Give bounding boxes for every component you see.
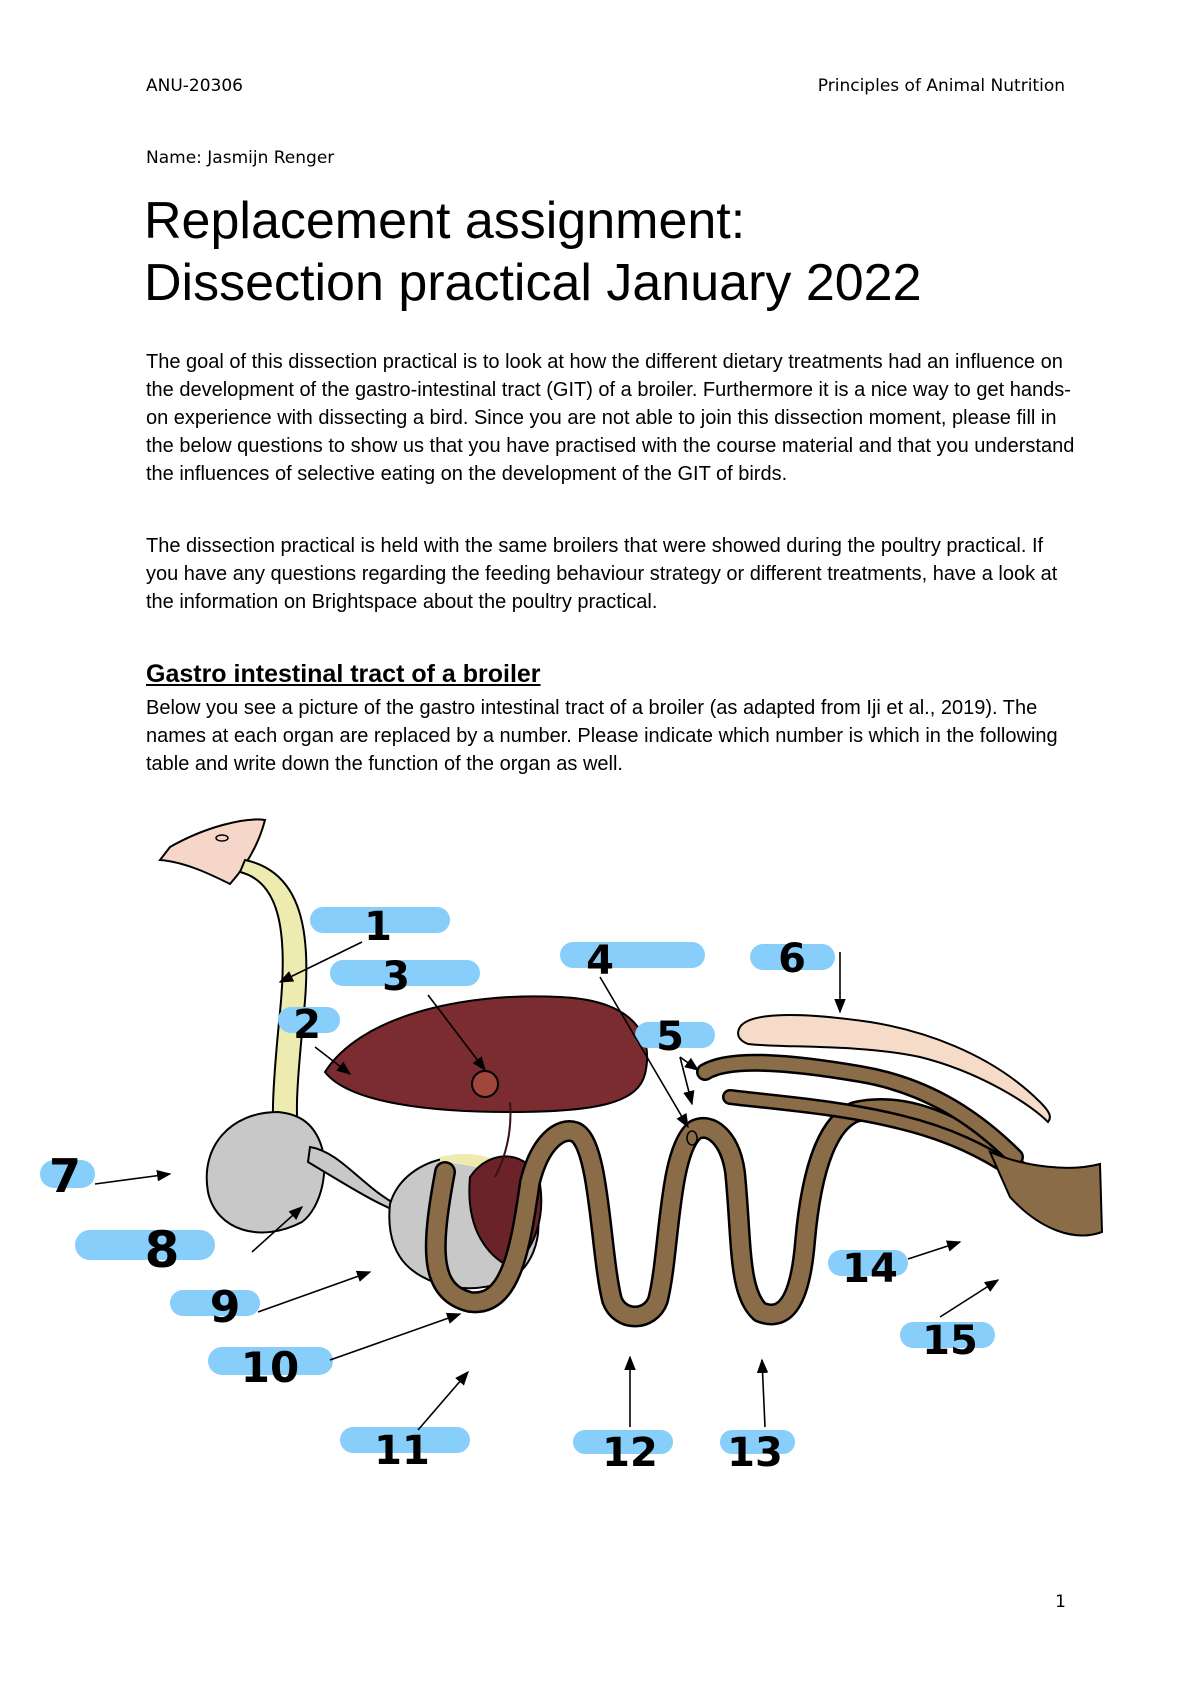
svg-text:9: 9 [209, 1282, 241, 1333]
svg-text:1: 1 [364, 904, 392, 950]
page-number: 1 [1055, 1592, 1066, 1612]
diagram-label-15 [900, 1318, 995, 1364]
diagram-label-8 [75, 1221, 215, 1279]
svg-text:7: 7 [48, 1149, 82, 1203]
svg-text:5: 5 [656, 1014, 684, 1060]
svg-text:8: 8 [144, 1221, 180, 1279]
diagram-label-10 [208, 1343, 333, 1392]
svg-text:13: 13 [727, 1430, 783, 1472]
intro-paragraph-1: The goal of this dissection practical is to look at how the different dietary treatments had an influence on the development of the gastro-intestinal tract (GIT) of a broiler. Furthermore it is a nice way to get hands-on experience with dissecting a bird. Since you are not able to join this dissection moment, please fill in the below questions to show us that you have practised with the course material and that you understand the influences of selective eating on the development of the GIT of birds. [146, 351, 1075, 485]
meckels-diverticulum-shape [687, 1131, 697, 1145]
diagram-label-14 [828, 1246, 908, 1292]
svg-text:10: 10 [240, 1343, 300, 1392]
diagram-label-4 [560, 938, 705, 984]
diagram-label-11 [340, 1427, 470, 1472]
student-name: Name: Jasmijn Renger [146, 148, 335, 168]
section-heading: Gastro intestinal tract of a broiler [146, 660, 541, 688]
gall-bladder-shape [472, 1071, 498, 1097]
svg-text:11: 11 [374, 1428, 430, 1472]
header-course-title: Principles of Animal Nutrition [817, 76, 1065, 96]
svg-text:4: 4 [586, 938, 614, 984]
diagram-label-12 [573, 1430, 673, 1472]
diagram-label-1 [310, 904, 450, 950]
diagram-label-6 [750, 936, 835, 982]
cloaca-shape [990, 1152, 1102, 1235]
title-line-1: Replacement assignment: [144, 192, 746, 250]
title-line-2: Dissection practical January 2022 [144, 254, 922, 312]
svg-text:2: 2 [293, 1002, 321, 1048]
svg-text:14: 14 [842, 1246, 898, 1292]
crop-shape [207, 1112, 325, 1232]
svg-text:6: 6 [778, 936, 806, 982]
svg-text:15: 15 [922, 1318, 978, 1364]
svg-text:3: 3 [382, 954, 410, 1000]
svg-text:12: 12 [602, 1430, 658, 1472]
diagram-label-7 [40, 1149, 95, 1203]
diagram-label-3 [330, 954, 480, 1000]
page-title [144, 190, 1104, 314]
header-course-code: ANU-20306 [146, 76, 244, 96]
diagram-label-9 [170, 1282, 260, 1333]
broiler-git-diagram [40, 812, 1160, 1472]
diagram-label-13 [720, 1430, 795, 1472]
section-body: Below you see a picture of the gastro intestinal tract of a broiler (as adapted from Iji et al., 2019). The names at each organ are replaced by a number. Please indicate which number is which in the following table and write down the function of the organ as well. [146, 697, 1058, 775]
intro-paragraph-2: The dissection practical is held with the same broilers that were showed during the poultry practical. If you have any questions regarding the feeding behaviour strategy or different treatments, have a look at the information on Brightspace about the poultry practical. [146, 535, 1058, 613]
